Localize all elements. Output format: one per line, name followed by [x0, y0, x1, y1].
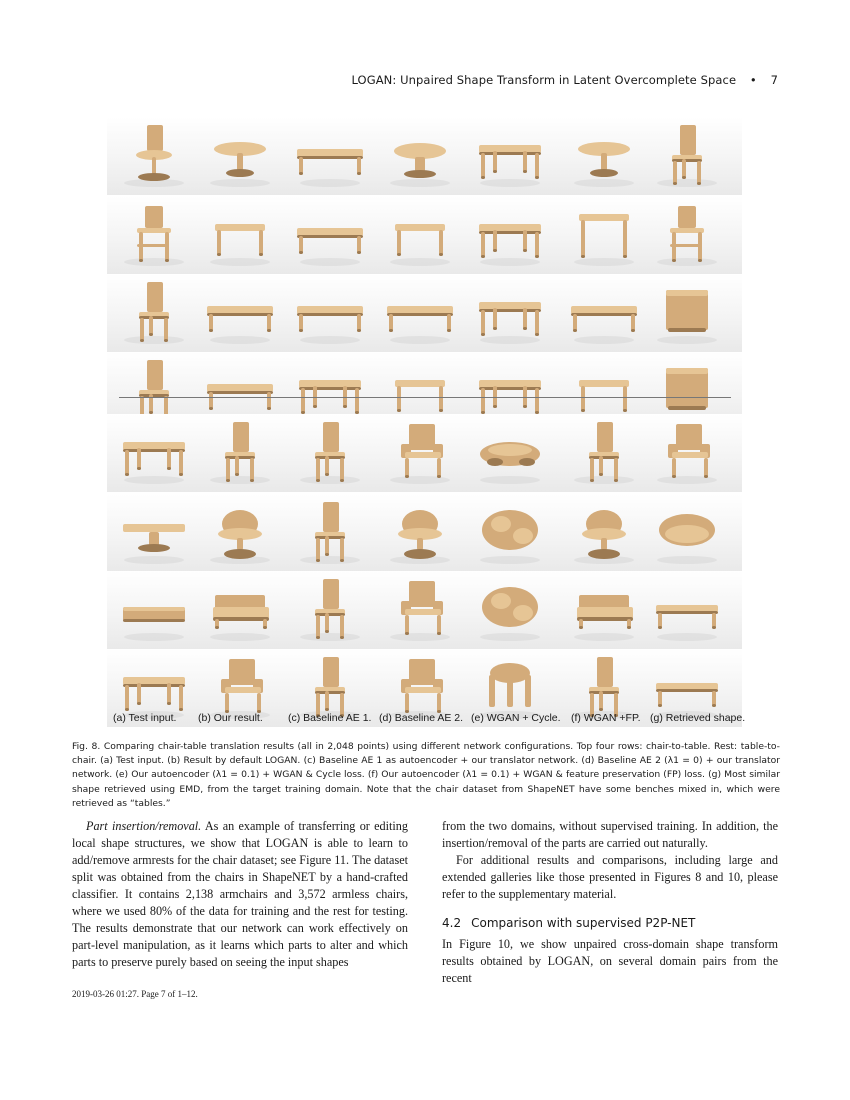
body-column-right [442, 818, 778, 987]
shape-table-rect [109, 414, 199, 492]
shape-bench-low [109, 571, 199, 649]
shape-chair [285, 414, 375, 492]
shape-table-rect-low [195, 274, 285, 352]
shape-bench [642, 571, 732, 649]
section-title: Comparison with supervised P2P-NET [471, 916, 696, 930]
paragraph-continuation: from the two domains, without supervised training. In addition, the insertion/removal of the parts are carried out naturally. [442, 819, 778, 850]
figure-row-6 [107, 494, 742, 572]
shape-table-rect-low [559, 274, 649, 352]
shape-chair-pedestal [109, 117, 199, 195]
shape-swivel-chair [375, 494, 465, 572]
figure-row-1 [107, 117, 742, 195]
section-number: 4.2 [442, 916, 462, 930]
paragraph-lead: Part insertion/removal. [86, 819, 202, 833]
col-label-e: (e) WGAN + Cycle. [471, 712, 561, 724]
shape-table-small [195, 196, 285, 274]
shape-table-rect-low [285, 196, 375, 274]
page-footer: 2019-03-26 01:27. Page 7 of 1–12. [72, 989, 198, 999]
shape-sofa [559, 571, 649, 649]
col-label-c: (c) Baseline AE 1. [288, 712, 372, 724]
shape-chair [559, 414, 649, 492]
figure-column-labels [107, 712, 747, 726]
shape-armchair [642, 414, 732, 492]
body-column-left [72, 818, 408, 971]
col-label-f: (f) WGAN +FP. [571, 712, 641, 724]
page-number: 7 [770, 73, 778, 87]
figure-row-3 [107, 274, 742, 352]
section-heading [442, 915, 778, 932]
figure-divider [119, 397, 731, 398]
shape-swivel-chair [559, 494, 649, 572]
caption-text: Fig. 8. Comparing chair-table translation results (all in 2,048 points) using different network configurations. Top four rows: chair-to-table. Rest: table-to-chair. (a) Test input. (b) Result by default LOGAN. (c) Baseline AE 1 as autoencoder + our translator network. (d) Baseline AE 2 (λ1 = 0) + our translator network. (e) Our autoencoder (λ1 = 0.1) + WGAN & Cycle loss. (f) Our autoencoder (λ1 = 0.1) + WGAN & feature preservation (FP) loss. (g) Most similar shape retrieved using EMD, from the target training domain. Note that the chair dataset from ShapeNET have some benches mixed in, which were retrieved as “tables.” [72, 741, 780, 809]
shape-armchair [375, 414, 465, 492]
shape-table-rect-low [285, 274, 375, 352]
col-label-g: (g) Retrieved shape. [650, 712, 746, 724]
paragraph-part-insertion [72, 818, 408, 971]
shape-table-rect [465, 117, 555, 195]
running-head [351, 73, 778, 87]
shape-chair-high [642, 196, 732, 274]
shape-sofa-round [642, 494, 732, 572]
figure-caption [72, 740, 780, 811]
figure-row-5 [107, 414, 742, 492]
running-title: LOGAN: Unpaired Shape Transform in Latent Overcomplete Space [351, 73, 737, 87]
shape-table-pedestal [109, 494, 199, 572]
shape-table-rect-low [375, 274, 465, 352]
shape-oval-table [375, 117, 465, 195]
paragraph-text: As an example of transferring or editing local shape structures, we show that LOGAN is able to learn to add/remove armrests for the chair dataset; see Figure 11. The dataset split was obtained from the chairs in ShapeNET by a hand-crafted classifier. It contains 2,138 armchairs and 3,572 armless chairs, where we used 80% of the data for training and the rest for testing. The results demonstrate that our network can work effectively on part-level manipulation, as it learns which parts to alter and which parts to preserve purely based on seeing the input shapes [72, 819, 408, 969]
shape-chair [285, 571, 375, 649]
figure-row-2 [107, 196, 742, 274]
col-label-d: (d) Baseline AE 2. [379, 712, 464, 724]
shape-chair [195, 414, 285, 492]
figure-8 [107, 104, 742, 726]
figure-row-7 [107, 571, 742, 649]
shape-chair [109, 274, 199, 352]
shape-table-rect-low [285, 117, 375, 195]
shape-table-small [375, 196, 465, 274]
col-label-b: (b) Our result. [198, 712, 263, 724]
shape-table-rect [465, 196, 555, 274]
paragraph-additional-results: For additional results and comparisons, including large and extended galleries like those presented in Figures 8 and 10, please refer to the supplementary material. [442, 853, 778, 901]
header-bullet: • [749, 73, 757, 87]
shape-round-table [559, 117, 649, 195]
paragraph-comparison: In Figure 10, we show unpaired cross-domain shape transform results obtained by LOGAN, on several domain pairs from the recent [442, 937, 778, 985]
shape-round-table [195, 117, 285, 195]
shape-chair-high [109, 196, 199, 274]
shape-chair [642, 117, 732, 195]
shape-cabinet [642, 274, 732, 352]
shape-chair [285, 494, 375, 572]
shape-blob-cloud [465, 571, 555, 649]
shape-sofa [195, 571, 285, 649]
shape-swivel-chair [195, 494, 285, 572]
shape-blob-flat [465, 414, 555, 492]
shape-table-rect [465, 274, 555, 352]
col-label-a: (a) Test input. [113, 712, 177, 724]
shape-blob-cloud [465, 494, 555, 572]
shape-table-tall [559, 196, 649, 274]
shape-armchair [375, 571, 465, 649]
